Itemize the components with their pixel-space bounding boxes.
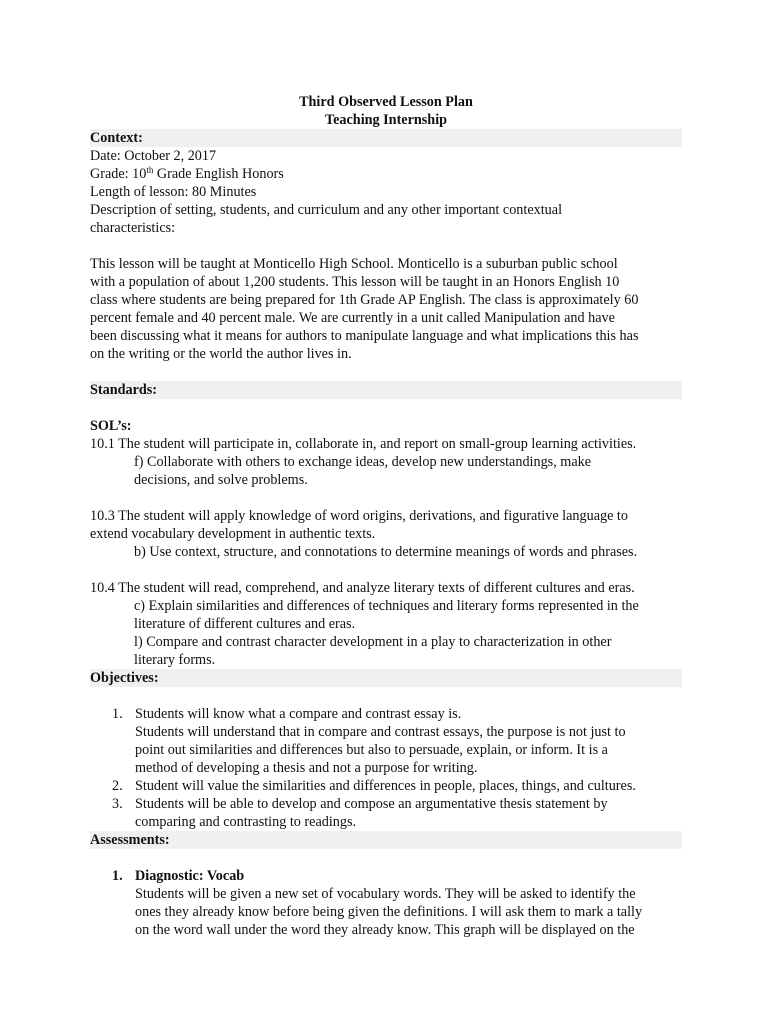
- context-date: Date: October 2, 2017: [90, 148, 217, 164]
- standard-10-4: 10.4 The student will read, comprehend, and analyze literary texts of different cultures and eras.: [90, 580, 635, 596]
- standard-10-1-f: f) Collaborate with others to exchange ideas, develop new understandings, make: [134, 454, 592, 470]
- objective-text: comparing and contrasting to readings.: [135, 814, 357, 830]
- paragraph-line: with a population of about 1,200 students. This lesson will be taught in an Honors English 10: [90, 274, 620, 290]
- objective-number: 3.: [112, 796, 123, 812]
- objective-text: Students will be able to develop and compose an argumentative thesis statement by: [135, 796, 608, 812]
- assessment-text: ones they already know before being given the definitions. I will ask them to mark a tally: [135, 904, 643, 920]
- assessment-title: Diagnostic: Vocab: [135, 868, 245, 884]
- document-content: [90, 93, 682, 939]
- paragraph-line: percent female and 40 percent male. We are currently in a unit called Manipulation and have: [90, 310, 615, 326]
- context-length: Length of lesson: 80 Minutes: [90, 184, 257, 200]
- standard-10-3-b: b) Use context, structure, and connotations to determine meanings of words and phrases.: [134, 544, 638, 560]
- paragraph-line: on the writing or the world the author lives in.: [90, 346, 352, 362]
- assessment-text: Students will be given a new set of vocabulary words. They will be asked to identify the: [135, 886, 636, 902]
- objective-number: 2.: [112, 778, 123, 794]
- standard-10-4-l: literary forms.: [134, 652, 216, 668]
- objective-item: [90, 705, 682, 777]
- standard-10-4-c: literature of different cultures and eras.: [134, 616, 356, 632]
- standard-10-4-l: l) Compare and contrast character development in a play to characterization in other: [134, 634, 612, 650]
- standard-10-4-c: c) Explain similarities and differences of techniques and literary forms represented in the: [134, 598, 639, 614]
- standard-10-1-f: decisions, and solve problems.: [134, 472, 308, 488]
- document-title: Third Observed Lesson Plan: [299, 94, 473, 110]
- context-description-line: Description of setting, students, and curriculum and any other important contextual: [90, 202, 563, 218]
- sols-heading: SOL’s:: [90, 418, 132, 434]
- context-grade: Grade: 10th Grade English Honors: [90, 165, 284, 182]
- standards-heading: Standards:: [90, 381, 682, 399]
- objectives-heading: Objectives:: [90, 669, 682, 687]
- document-subtitle: Teaching Internship: [324, 112, 448, 128]
- objective-text: method of developing a thesis and not a purpose for writing.: [135, 760, 478, 776]
- assessment-text: on the word wall under the word they already know. This graph will be displayed on the: [135, 922, 635, 938]
- context-heading: Context:: [90, 129, 682, 147]
- objective-item: [90, 777, 682, 795]
- objective-item: [90, 795, 682, 831]
- objective-text: point out similarities and differences but also to persuade, explain, or inform. It is a: [135, 742, 608, 758]
- context-description-line: characteristics:: [90, 220, 176, 236]
- standard-10-1: 10.1 The student will participate in, collaborate in, and report on small-group learning activities.: [90, 436, 637, 452]
- standard-10-3: 10.3 The student will apply knowledge of word origins, derivations, and figurative language to: [90, 508, 628, 524]
- objective-text: Students will know what a compare and contrast essay is.: [135, 706, 462, 722]
- assessment-number: 1.: [112, 868, 123, 884]
- paragraph-line: class where students are being prepared for 1th Grade AP English. The class is approximately 60: [90, 292, 639, 308]
- assessments-heading: Assessments:: [90, 831, 682, 849]
- objective-text: Student will value the similarities and differences in people, places, things, and cultures.: [135, 778, 636, 794]
- paragraph-line: This lesson will be taught at Monticello High School. Monticello is a suburban public school: [90, 256, 618, 272]
- paragraph-line: been discussing what it means for authors to manipulate language and what implications this has: [90, 328, 639, 344]
- objective-text: Students will understand that in compare and contrast essays, the purpose is not just to: [135, 724, 626, 740]
- standard-10-3: extend vocabulary development in authentic texts.: [90, 526, 376, 542]
- assessment-item: [90, 867, 682, 939]
- context-paragraph: [90, 255, 682, 363]
- objective-number: 1.: [112, 706, 123, 722]
